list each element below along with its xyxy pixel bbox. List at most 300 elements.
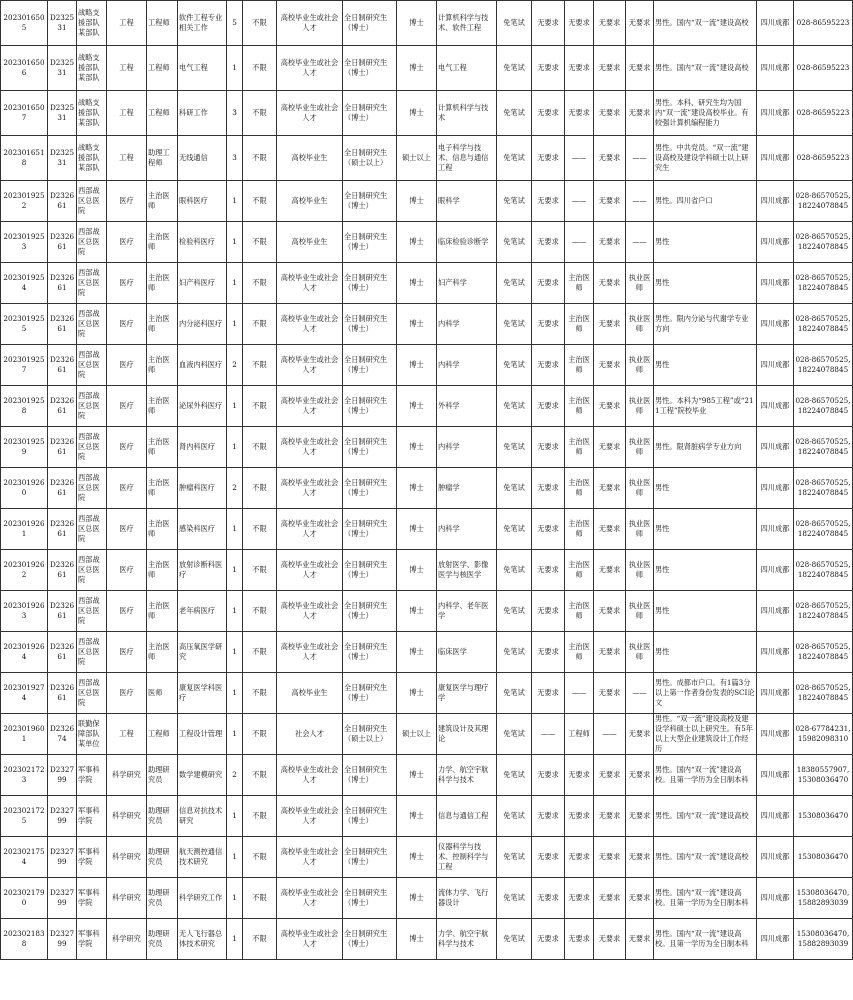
requirement-b-cell: 主治医师	[565, 550, 594, 591]
post-cell: 助理研究员	[147, 878, 178, 919]
unit-cell: 军事科学院	[77, 919, 107, 960]
requirement-a-cell: 无要求	[532, 673, 565, 714]
age-cell: 不限	[243, 632, 277, 673]
source-cell: 高校毕业生或社会人才	[277, 304, 343, 345]
requirement-b-cell: 主治医师	[565, 345, 594, 386]
category-cell: 医疗	[107, 468, 147, 509]
requirement-d-cell: 执业医师	[626, 427, 654, 468]
headcount-cell: 1	[227, 714, 243, 755]
source-cell: 高校毕业生或社会人才	[277, 550, 343, 591]
requirement-d-cell: 执业医师	[626, 509, 654, 550]
code-cell: 2023019263	[1, 591, 48, 632]
post-cell: 主治医师	[147, 509, 178, 550]
category-cell: 医疗	[107, 222, 147, 263]
code-cell: 2023016506	[1, 46, 48, 91]
post-cell: 主治医师	[147, 345, 178, 386]
table-row	[1, 632, 853, 673]
post-cell: 主治医师	[147, 222, 178, 263]
major-cell: 仪器科学与技术、控制科学与工程	[437, 837, 497, 878]
category-cell: 医疗	[107, 550, 147, 591]
requirement-b-cell: ——	[565, 181, 594, 222]
requirement-b-cell: 无要求	[565, 878, 594, 919]
job-description-cell: 放射诊断科医疗	[178, 550, 227, 591]
headcount-cell: 3	[227, 136, 243, 181]
other-conditions-cell: 男性。限肾脏病学专业方向	[654, 427, 757, 468]
exam-cell: 免笔试	[497, 837, 532, 878]
post-cell: 工程师	[147, 46, 178, 91]
category-cell: 科学研究	[107, 755, 147, 796]
dept-code-cell: D232661	[48, 181, 77, 222]
post-cell: 助理研究员	[147, 755, 178, 796]
exam-cell: 免笔试	[497, 222, 532, 263]
education-cell: 全日制研究生（博士）	[343, 1, 397, 46]
category-cell: 科学研究	[107, 837, 147, 878]
age-cell: 不限	[243, 136, 277, 181]
unit-cell: 西部战区总医院	[77, 591, 107, 632]
post-cell: 助理研究员	[147, 837, 178, 878]
requirement-b-cell: 无要求	[565, 755, 594, 796]
table-row	[1, 386, 853, 427]
requirement-d-cell: ——	[626, 222, 654, 263]
age-cell: 不限	[243, 386, 277, 427]
requirement-b-cell: 主治医师	[565, 591, 594, 632]
requirement-d-cell: 无要求	[626, 1, 654, 46]
age-cell: 不限	[243, 755, 277, 796]
requirement-c-cell: 无要求	[594, 136, 626, 181]
other-conditions-cell: 男性。国内“双一流”建设高校	[654, 796, 757, 837]
headcount-cell: 1	[227, 632, 243, 673]
education-cell: 全日制研究生（博士）	[343, 509, 397, 550]
requirement-b-cell: 无要求	[565, 796, 594, 837]
category-cell: 医疗	[107, 673, 147, 714]
phone-cell: 15308036470	[794, 837, 853, 878]
age-cell: 不限	[243, 837, 277, 878]
age-cell: 不限	[243, 46, 277, 91]
phone-cell: 028-86570525,18224078845	[794, 673, 853, 714]
exam-cell: 免笔试	[497, 509, 532, 550]
requirement-a-cell: 无要求	[532, 632, 565, 673]
age-cell: 不限	[243, 796, 277, 837]
exam-cell: 免笔试	[497, 1, 532, 46]
education-cell: 全日制研究生（博士）	[343, 755, 397, 796]
major-cell: 电气工程	[437, 46, 497, 91]
other-conditions-cell: 男性	[654, 591, 757, 632]
education-cell: 全日制研究生（博士）	[343, 468, 397, 509]
job-description-cell: 眼科医疗	[178, 181, 227, 222]
requirement-c-cell: 无要求	[594, 427, 626, 468]
location-cell: 四川成都	[757, 714, 794, 755]
table-row	[1, 509, 853, 550]
exam-cell: 免笔试	[497, 91, 532, 136]
major-cell: 力学、航空宇航科学与技术	[437, 755, 497, 796]
table-row	[1, 427, 853, 468]
major-cell: 临床医学	[437, 632, 497, 673]
headcount-cell: 1	[227, 46, 243, 91]
requirement-b-cell: 无要求	[565, 91, 594, 136]
age-cell: 不限	[243, 91, 277, 136]
requirement-d-cell: 执业医师	[626, 345, 654, 386]
phone-cell: 028-86570525,18224078845	[794, 181, 853, 222]
unit-cell: 西部战区总医院	[77, 509, 107, 550]
dept-code-cell: D232531	[48, 46, 77, 91]
unit-cell: 军事科学院	[77, 837, 107, 878]
headcount-cell: 1	[227, 796, 243, 837]
requirement-a-cell: 无要求	[532, 878, 565, 919]
source-cell: 高校毕业生或社会人才	[277, 919, 343, 960]
education-cell: 全日制研究生（博士）	[343, 46, 397, 91]
requirement-d-cell: 无要求	[626, 46, 654, 91]
headcount-cell: 2	[227, 468, 243, 509]
requirement-c-cell: 无要求	[594, 181, 626, 222]
unit-cell: 军事科学院	[77, 755, 107, 796]
code-cell: 2023019258	[1, 386, 48, 427]
headcount-cell: 1	[227, 878, 243, 919]
job-description-cell: 泌尿外科医疗	[178, 386, 227, 427]
other-conditions-cell: 男性。限内分泌与代谢学专业方向	[654, 304, 757, 345]
age-cell: 不限	[243, 1, 277, 46]
requirement-a-cell: 无要求	[532, 755, 565, 796]
headcount-cell: 1	[227, 386, 243, 427]
requirement-d-cell: 执业医师	[626, 386, 654, 427]
exam-cell: 免笔试	[497, 136, 532, 181]
headcount-cell: 1	[227, 427, 243, 468]
code-cell: 2023021790	[1, 878, 48, 919]
degree-cell: 博士	[397, 919, 437, 960]
job-description-cell: 科研工作	[178, 91, 227, 136]
phone-cell: 028-86595223	[794, 136, 853, 181]
phone-cell: 028-67784231,15982098310	[794, 714, 853, 755]
requirement-d-cell: 执业医师	[626, 550, 654, 591]
source-cell: 高校毕业生或社会人才	[277, 345, 343, 386]
other-conditions-cell: 男性。国内“双一流”建设高校。且第一学历为全日制本科	[654, 919, 757, 960]
requirement-b-cell: 主治医师	[565, 304, 594, 345]
source-cell: 高校毕业生	[277, 136, 343, 181]
category-cell: 医疗	[107, 304, 147, 345]
dept-code-cell: D232674	[48, 714, 77, 755]
exam-cell: 免笔试	[497, 345, 532, 386]
other-conditions-cell: 男性	[654, 345, 757, 386]
degree-cell: 博士	[397, 427, 437, 468]
source-cell: 社会人才	[277, 714, 343, 755]
other-conditions-cell: 男性。国内“双一流”建设高校	[654, 46, 757, 91]
requirement-c-cell: 无要求	[594, 755, 626, 796]
location-cell: 四川成都	[757, 1, 794, 46]
requirement-a-cell: 无要求	[532, 263, 565, 304]
headcount-cell: 1	[227, 222, 243, 263]
requirement-a-cell: 无要求	[532, 1, 565, 46]
degree-cell: 博士	[397, 468, 437, 509]
requirement-a-cell: 无要求	[532, 181, 565, 222]
location-cell: 四川成都	[757, 427, 794, 468]
exam-cell: 免笔试	[497, 468, 532, 509]
requirement-a-cell: 无要求	[532, 345, 565, 386]
requirement-a-cell: 无要求	[532, 550, 565, 591]
major-cell: 计算机科学与技术、软件工程	[437, 1, 497, 46]
unit-cell: 西部战区总医院	[77, 386, 107, 427]
exam-cell: 免笔试	[497, 46, 532, 91]
major-cell: 内科学	[437, 427, 497, 468]
age-cell: 不限	[243, 222, 277, 263]
dept-code-cell: D232531	[48, 1, 77, 46]
table-row	[1, 345, 853, 386]
requirement-a-cell: 无要求	[532, 304, 565, 345]
source-cell: 高校毕业生或社会人才	[277, 1, 343, 46]
degree-cell: 博士	[397, 91, 437, 136]
headcount-cell: 2	[227, 755, 243, 796]
age-cell: 不限	[243, 919, 277, 960]
job-description-cell: 感染科医疗	[178, 509, 227, 550]
requirement-a-cell: 无要求	[532, 837, 565, 878]
major-cell: 临床检验诊断学	[437, 222, 497, 263]
degree-cell: 博士	[397, 878, 437, 919]
other-conditions-cell: 男性	[654, 550, 757, 591]
job-description-cell: 工程设计管理	[178, 714, 227, 755]
source-cell: 高校毕业生或社会人才	[277, 46, 343, 91]
source-cell: 高校毕业生或社会人才	[277, 878, 343, 919]
unit-cell: 西部战区总医院	[77, 427, 107, 468]
location-cell: 四川成都	[757, 46, 794, 91]
age-cell: 不限	[243, 427, 277, 468]
requirement-a-cell: 无要求	[532, 136, 565, 181]
degree-cell: 博士	[397, 509, 437, 550]
major-cell: 建筑设计及其理论	[437, 714, 497, 755]
age-cell: 不限	[243, 550, 277, 591]
post-cell: 主治医师	[147, 263, 178, 304]
code-cell: 2023019261	[1, 509, 48, 550]
education-cell: 全日制研究生（博士）	[343, 591, 397, 632]
job-description-cell: 康复医学科医疗	[178, 673, 227, 714]
post-cell: 助理研究员	[147, 796, 178, 837]
other-conditions-cell: 男性。国内“双一流”建设高校	[654, 837, 757, 878]
unit-cell: 战略支援部队某部队	[77, 1, 107, 46]
dept-code-cell: D232531	[48, 136, 77, 181]
code-cell: 2023021754	[1, 837, 48, 878]
source-cell: 高校毕业生或社会人才	[277, 468, 343, 509]
age-cell: 不限	[243, 263, 277, 304]
headcount-cell: 1	[227, 673, 243, 714]
requirement-d-cell: 执业医师	[626, 263, 654, 304]
table-row	[1, 755, 853, 796]
dept-code-cell: D232661	[48, 550, 77, 591]
requirement-b-cell: 主治医师	[565, 468, 594, 509]
location-cell: 四川成都	[757, 136, 794, 181]
table-row	[1, 91, 853, 136]
post-cell: 工程师	[147, 714, 178, 755]
unit-cell: 西部战区总医院	[77, 263, 107, 304]
post-cell: 主治医师	[147, 591, 178, 632]
location-cell: 四川成都	[757, 919, 794, 960]
phone-cell: 028-86570525,18224078845	[794, 222, 853, 263]
job-description-cell: 检验科医疗	[178, 222, 227, 263]
requirement-b-cell: 无要求	[565, 46, 594, 91]
phone-cell: 15308036470,15882893039	[794, 878, 853, 919]
dept-code-cell: D232661	[48, 345, 77, 386]
requirement-a-cell: 无要求	[532, 46, 565, 91]
phone-cell: 028-86570525,18224078845	[794, 427, 853, 468]
post-cell: 医师	[147, 673, 178, 714]
other-conditions-cell: 男性。国内“双一流”建设高校。且第一学历为全日制本科	[654, 755, 757, 796]
category-cell: 医疗	[107, 263, 147, 304]
education-cell: 全日制研究生（博士）	[343, 263, 397, 304]
age-cell: 不限	[243, 345, 277, 386]
education-cell: 全日制研究生（博士）	[343, 673, 397, 714]
unit-cell: 西部战区总医院	[77, 304, 107, 345]
age-cell: 不限	[243, 591, 277, 632]
requirement-d-cell: ——	[626, 181, 654, 222]
location-cell: 四川成都	[757, 632, 794, 673]
job-description-cell: 肿瘤科医疗	[178, 468, 227, 509]
job-description-cell: 信息对抗技术研究	[178, 796, 227, 837]
requirement-a-cell: 无要求	[532, 919, 565, 960]
degree-cell: 博士	[397, 1, 437, 46]
dept-code-cell: D232661	[48, 468, 77, 509]
requirement-d-cell: 无要求	[626, 714, 654, 755]
phone-cell: 028-86570525,18224078845	[794, 304, 853, 345]
category-cell: 医疗	[107, 386, 147, 427]
phone-cell: 028-86595223	[794, 91, 853, 136]
code-cell: 2023019257	[1, 345, 48, 386]
dept-code-cell: D232661	[48, 591, 77, 632]
source-cell: 高校毕业生或社会人才	[277, 796, 343, 837]
post-cell: 主治医师	[147, 632, 178, 673]
code-cell: 2023019253	[1, 222, 48, 263]
category-cell: 科学研究	[107, 919, 147, 960]
table-row	[1, 673, 853, 714]
degree-cell: 博士	[397, 755, 437, 796]
source-cell: 高校毕业生或社会人才	[277, 263, 343, 304]
table-row	[1, 919, 853, 960]
location-cell: 四川成都	[757, 263, 794, 304]
code-cell: 2023019601	[1, 714, 48, 755]
major-cell: 内科学	[437, 509, 497, 550]
table-row	[1, 304, 853, 345]
category-cell: 科学研究	[107, 878, 147, 919]
major-cell: 信息与通信工程	[437, 796, 497, 837]
category-cell: 工程	[107, 1, 147, 46]
category-cell: 工程	[107, 91, 147, 136]
major-cell: 电子科学与技术、信息与通信工程	[437, 136, 497, 181]
age-cell: 不限	[243, 509, 277, 550]
exam-cell: 免笔试	[497, 304, 532, 345]
headcount-cell: 2	[227, 345, 243, 386]
phone-cell: 18380557907,15308036470	[794, 755, 853, 796]
exam-cell: 免笔试	[497, 919, 532, 960]
degree-cell: 博士	[397, 837, 437, 878]
source-cell: 高校毕业生或社会人才	[277, 632, 343, 673]
location-cell: 四川成都	[757, 591, 794, 632]
requirement-c-cell: 无要求	[594, 386, 626, 427]
headcount-cell: 1	[227, 509, 243, 550]
other-conditions-cell: 男性	[654, 263, 757, 304]
source-cell: 高校毕业生	[277, 181, 343, 222]
exam-cell: 免笔试	[497, 796, 532, 837]
post-cell: 主治医师	[147, 304, 178, 345]
other-conditions-cell: 男性。国内“双一流”建设高校。且第一学历为全日制本科	[654, 878, 757, 919]
category-cell: 工程	[107, 714, 147, 755]
source-cell: 高校毕业生或社会人才	[277, 509, 343, 550]
other-conditions-cell: 男性	[654, 468, 757, 509]
location-cell: 四川成都	[757, 673, 794, 714]
phone-cell: 028-86595223	[794, 1, 853, 46]
post-cell: 主治医师	[147, 550, 178, 591]
headcount-cell: 3	[227, 91, 243, 136]
dept-code-cell: D232799	[48, 919, 77, 960]
dept-code-cell: D232661	[48, 673, 77, 714]
requirement-b-cell: 主治医师	[565, 509, 594, 550]
requirement-d-cell: 无要求	[626, 878, 654, 919]
phone-cell: 028-86570525,18224078845	[794, 591, 853, 632]
requirement-d-cell: 无要求	[626, 837, 654, 878]
job-description-cell: 科学研究工作	[178, 878, 227, 919]
job-description-cell: 老年病医疗	[178, 591, 227, 632]
location-cell: 四川成都	[757, 181, 794, 222]
requirement-c-cell: 无要求	[594, 263, 626, 304]
headcount-cell: 1	[227, 837, 243, 878]
code-cell: 2023016518	[1, 136, 48, 181]
other-conditions-cell: 男性。“双一流”建设高校及建设学科硕士以上研究生。有5年以上大型企业建筑设计工作经历	[654, 714, 757, 755]
other-conditions-cell: 男性	[654, 632, 757, 673]
table-row	[1, 591, 853, 632]
degree-cell: 博士	[397, 46, 437, 91]
education-cell: 全日制研究生（硕士以上）	[343, 714, 397, 755]
exam-cell: 免笔试	[497, 755, 532, 796]
unit-cell: 军事科学院	[77, 878, 107, 919]
table-row	[1, 1, 853, 46]
exam-cell: 免笔试	[497, 181, 532, 222]
exam-cell: 免笔试	[497, 878, 532, 919]
location-cell: 四川成都	[757, 837, 794, 878]
dept-code-cell: D232661	[48, 427, 77, 468]
major-cell: 内科学	[437, 304, 497, 345]
dept-code-cell: D232799	[48, 837, 77, 878]
requirement-c-cell: 无要求	[594, 550, 626, 591]
location-cell: 四川成都	[757, 796, 794, 837]
requirement-c-cell: 无要求	[594, 468, 626, 509]
degree-cell: 博士	[397, 222, 437, 263]
requirement-c-cell: 无要求	[594, 46, 626, 91]
education-cell: 全日制研究生（博士）	[343, 427, 397, 468]
headcount-cell: 5	[227, 1, 243, 46]
requirement-b-cell: 主治医师	[565, 263, 594, 304]
source-cell: 高校毕业生	[277, 222, 343, 263]
education-cell: 全日制研究生（博士）	[343, 632, 397, 673]
job-description-cell: 高压氧医学研究	[178, 632, 227, 673]
phone-cell: 028-86570525,18224078845	[794, 263, 853, 304]
requirement-c-cell: 无要求	[594, 345, 626, 386]
code-cell: 2023021838	[1, 919, 48, 960]
code-cell: 2023021725	[1, 796, 48, 837]
source-cell: 高校毕业生	[277, 673, 343, 714]
requirement-d-cell: 无要求	[626, 755, 654, 796]
dept-code-cell: D232799	[48, 878, 77, 919]
requirement-c-cell: 无要求	[594, 304, 626, 345]
dept-code-cell: D232799	[48, 796, 77, 837]
unit-cell: 西部战区总医院	[77, 632, 107, 673]
requirement-d-cell: ——	[626, 136, 654, 181]
requirement-c-cell: 无要求	[594, 509, 626, 550]
major-cell: 眼科学	[437, 181, 497, 222]
post-cell: 助理研究员	[147, 919, 178, 960]
education-cell: 全日制研究生（博士）	[343, 304, 397, 345]
other-conditions-cell: 男性。国内“双一流”建设高校	[654, 1, 757, 46]
requirement-d-cell: 执业医师	[626, 591, 654, 632]
dept-code-cell: D232661	[48, 263, 77, 304]
category-cell: 工程	[107, 46, 147, 91]
unit-cell: 西部战区总医院	[77, 181, 107, 222]
other-conditions-cell: 男性。成都市户口。有1篇3分以上第一作者身份发表的SCI论文	[654, 673, 757, 714]
category-cell: 科学研究	[107, 796, 147, 837]
job-description-cell: 软件工程专业相关工作	[178, 1, 227, 46]
